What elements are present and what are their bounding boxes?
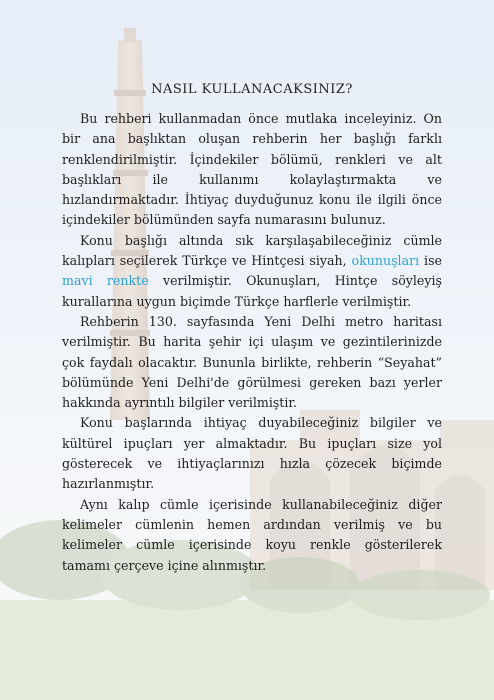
paragraph-metro-map: Rehberin 130. sayfasında Yeni Delhi metro haritası verilmiştir. Bu harita şehir içi ulaşım ve gezintilerinizde çok faydalı olacaktır. Bununla birlikte, rehberin “Seyahat” bölümünde Yeni Delhi'de görülmesi gereken bazı yerler hakkında ayrıntılı bilgiler verilmiştir. — [62, 313, 442, 411]
paragraph-intro: Bu rehberi kullanmadan önce mutlaka inceleyiniz. On bir ana başlıktan oluşan rehberin her başlığı farklı renklendirilmiştir. İçindekiler bölümü, renkleri ve alt başlıkları ile kullanımı kolaylaştırmakta ve hızlandırmaktadır. İhtiyaç duyduğunuz konu ile ilgili önce içindekiler bölümünden sayfa numarasını bulunuz. — [62, 111, 442, 228]
p2-highlight-mavi-renkte: mavi renkte — [62, 273, 149, 289]
p2-text-3: verilmiştir. Okunuşları, Hintçe söyleyiş kurallarına uygun biçimde Türkçe harflerle verilmiştir. — [62, 273, 442, 309]
p2-text-2: ise — [419, 253, 442, 269]
p2-text-1: Konu başlığı altında sık karşılaşabileceğiniz cümle kalıpları seçilerek Türkçe ve Hintçesi siyah, — [62, 232, 442, 269]
paragraph-color-coding — [62, 231, 442, 312]
p2-highlight-okunuslari: okunuşları — [351, 253, 420, 269]
paragraph-alternative-words: Aynı kalıp cümle içerisinde kullanabileceğiniz diğer kelimeler cümlenin hemen ardından verilmiş ve bu kelimeler cümle içerisinde koyu renkle gösterilerek tamamı çerçeve içine alınmıştır. — [62, 496, 442, 573]
instructions-content — [62, 82, 442, 576]
page-title: NASIL KULLANACAKSINIZ? — [151, 82, 353, 97]
paragraph-cultural-tips: Konu başlarında ihtiyaç duyabileceğiniz bilgiler ve kültürel ipuçları yer almaktadır. Bu ipuçları size yol gösterecek ve ihtiyaçlarınızı hızla çözecek biçimde hazırlanmıştır. — [62, 415, 442, 492]
